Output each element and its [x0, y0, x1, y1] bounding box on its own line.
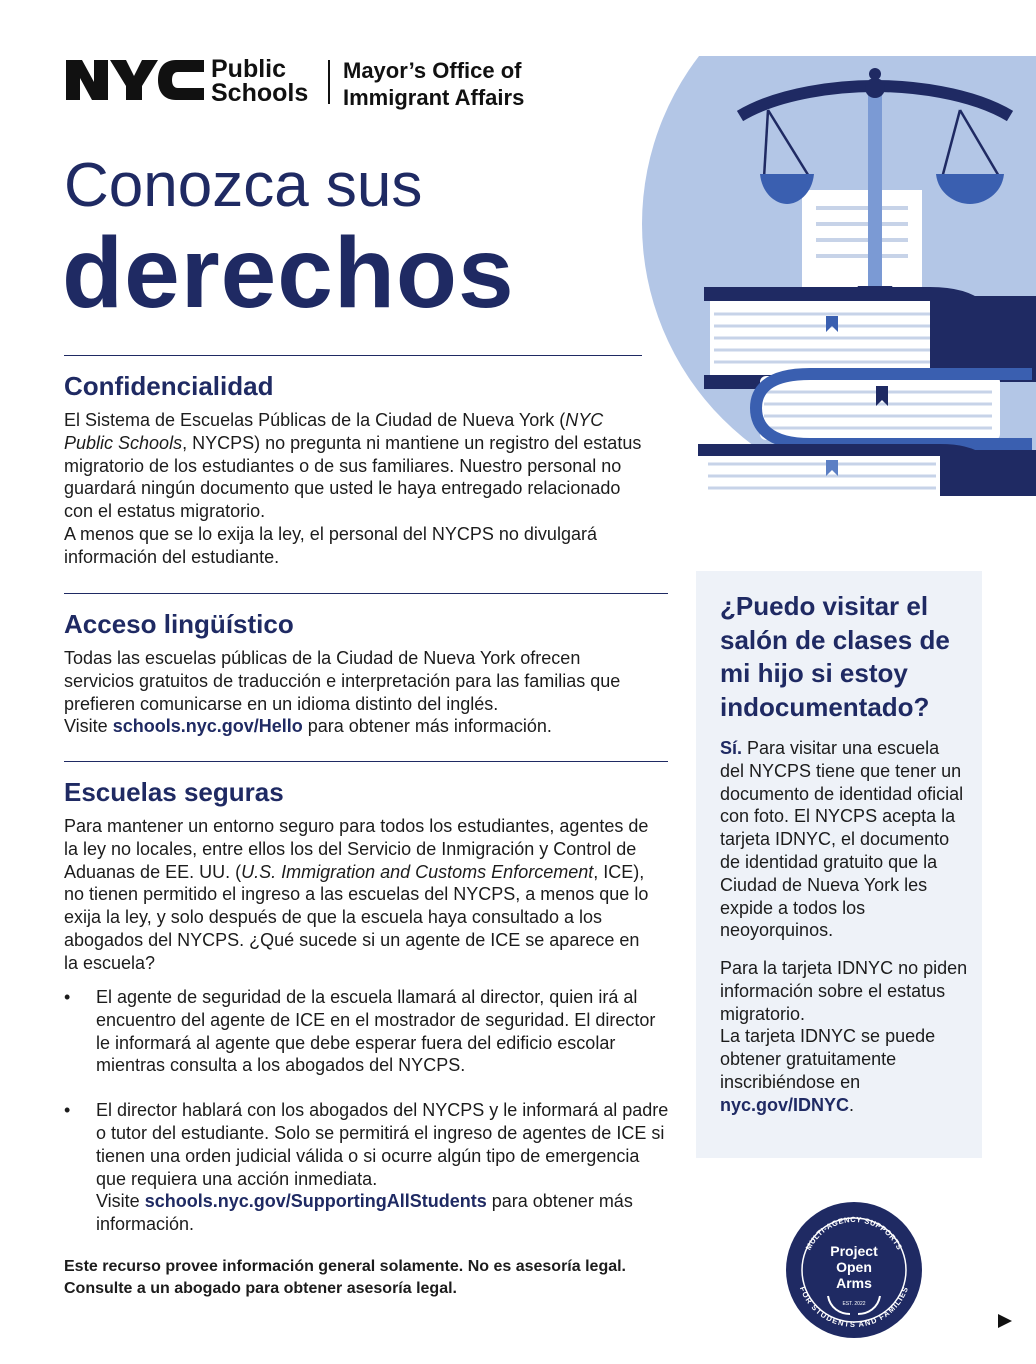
sidebar-p3-end: .	[849, 1094, 855, 1115]
seguras-heading: Escuelas seguras	[64, 777, 284, 807]
scales-books-illustration	[640, 56, 1036, 496]
supporting-all-students-link[interactable]: schools.nyc.gov/SupportingAllStudents	[144, 1191, 487, 1212]
acceso-heading: Acceso lingüístico	[64, 609, 294, 639]
sidebar-answer-text: Para visitar una escuela del NYCPS tiene que tener un documento de identidad oficial con foto. El NYCPS acepta la tarjeta IDNYC, el documento de identidad gratuito que la Ciudad de Nueva York les expide a todos los neoyorquinos.	[720, 738, 964, 941]
legal-disclaimer: Este recurso provee información general solamente. No es asesoría legal. Consulte a un abogado para obtener asesoría legal.	[64, 1258, 626, 1297]
seguras-text-a: Para mantener un entorno seguro para todos los estudiantes, agentes de la ley no locales, entre ellos los del Servicio de Inmigración y Control de Aduanas de EE. UU. (	[64, 816, 649, 882]
sidebar-question: ¿Puedo visitar el salón de clases de mi hijo si estoy indocumentado?	[720, 591, 950, 722]
seguras-text-italic: U.S. Immigration and Customs Enforcement	[241, 861, 594, 882]
conf-text-a: El Sistema de Escuelas Públicas de la Ciudad de Nueva York (	[64, 410, 566, 430]
conf-text-b: , NYCPS) no pregunta ni mantiene un registro del estatus migratorio de los estudiantes o de sus familiares. Nuestro personal no guardará ningún documento que usted le haya entregado relacionado con el estatus migratorio.	[64, 432, 642, 522]
sidebar-answer-yes: Sí.	[720, 738, 743, 758]
logo-public: Public	[211, 55, 287, 83]
project-open-arms-badge	[784, 1200, 924, 1340]
mayors-office-wordmark	[343, 57, 524, 111]
badge-line2: Open	[836, 1259, 872, 1275]
acceso-text	[64, 647, 654, 738]
sidebar-answer	[720, 737, 968, 942]
seguras-text-b: , ICE), no tienen permitido el ingreso a las escuelas del NYCPS, a menos que lo exija la ley, y solo después de que la escuela haya consultado a los abogados del NYCPS. ¿Qué sucede si un agente de ICE se aparece en la escuela?	[64, 861, 649, 973]
acceso-visit-post: para obtener más información.	[302, 716, 552, 737]
badge-top-ring-text: MULTI-AGENCY SUPPORTS	[803, 1214, 905, 1252]
confidencialidad-text	[64, 409, 644, 569]
sidebar-p2: Para la tarjeta IDNYC no piden información sobre el estatus migratorio.	[720, 958, 968, 1024]
bullet-icon: •	[64, 987, 71, 1007]
section-divider	[64, 761, 668, 762]
bullet-visit-post: para obtener más información.	[96, 1191, 633, 1235]
bullet-text: El director hablará con los abogados del NYCPS y le informará al padre o tutor del estudiante. Solo se permitirá el ingreso de agentes de ICE si tienen una orden judicial válida o si ocurre algún tipo de emergencia que requiera una acción inmediata.	[96, 1100, 669, 1189]
bullet-text: El agente de seguridad de la escuela llamará al director, quien irá al encuentro del agente de ICE en el mostrador de seguridad. El director le informará al agente que debe esperar fuera del edificio escolar mientras consulta a los abogados del NYCPS.	[96, 987, 656, 1076]
conf-text-p2: A menos que se lo exija la ley, el personal del NYCPS no divulgará información del estudiante.	[64, 523, 597, 567]
confidencialidad-heading: Confidencialidad	[64, 371, 274, 401]
bullet-icon: •	[64, 1100, 71, 1121]
badge-line3: Arms	[836, 1275, 872, 1291]
title-line1: Conozca sus	[64, 151, 423, 220]
hello-link[interactable]: schools.nyc.gov/Hello	[112, 716, 303, 737]
section-divider	[64, 355, 642, 356]
public-schools-wordmark	[211, 57, 308, 105]
logo-mayor-line2: Immigrant Affairs	[343, 85, 525, 110]
bullet-visit-pre: Visite	[96, 1191, 145, 1212]
acceso-p1: Todas las escuelas públicas de la Ciudad de Nueva York ofrecen servicios gratuitos de traducción e interpretación para las familias que prefieren comunicarse en un idioma distinto del inglés.	[64, 648, 621, 714]
badge-bottom-ring-text: FOR STUDENTS AND FAMILIES	[797, 1285, 911, 1330]
sidebar-idnyc-info	[720, 957, 968, 1117]
logo-mayor-line1: Mayor’s Office of	[343, 58, 522, 83]
seguras-text	[64, 815, 654, 975]
list-item	[64, 1099, 669, 1236]
acceso-visit-pre: Visite	[64, 716, 113, 737]
badge-est: EST. 2022	[842, 1301, 866, 1307]
idnyc-link[interactable]: nyc.gov/IDNYC	[720, 1094, 850, 1115]
title-line2: derechos	[62, 217, 515, 329]
sidebar-p3: La tarjeta IDNYC se puede obtener gratuitamente inscribiéndose en	[720, 1026, 936, 1092]
next-page-arrow-icon[interactable]	[996, 1312, 1014, 1330]
logo-divider	[328, 60, 330, 104]
list-item	[64, 986, 669, 1077]
section-divider	[64, 593, 668, 594]
badge-line1: Project	[830, 1243, 878, 1259]
logo-schools: Schools	[211, 79, 309, 107]
conf-text-italic: NYC Public Schools	[64, 410, 604, 453]
nyc-logo	[64, 56, 206, 104]
seguras-bullet-list	[64, 986, 669, 1258]
